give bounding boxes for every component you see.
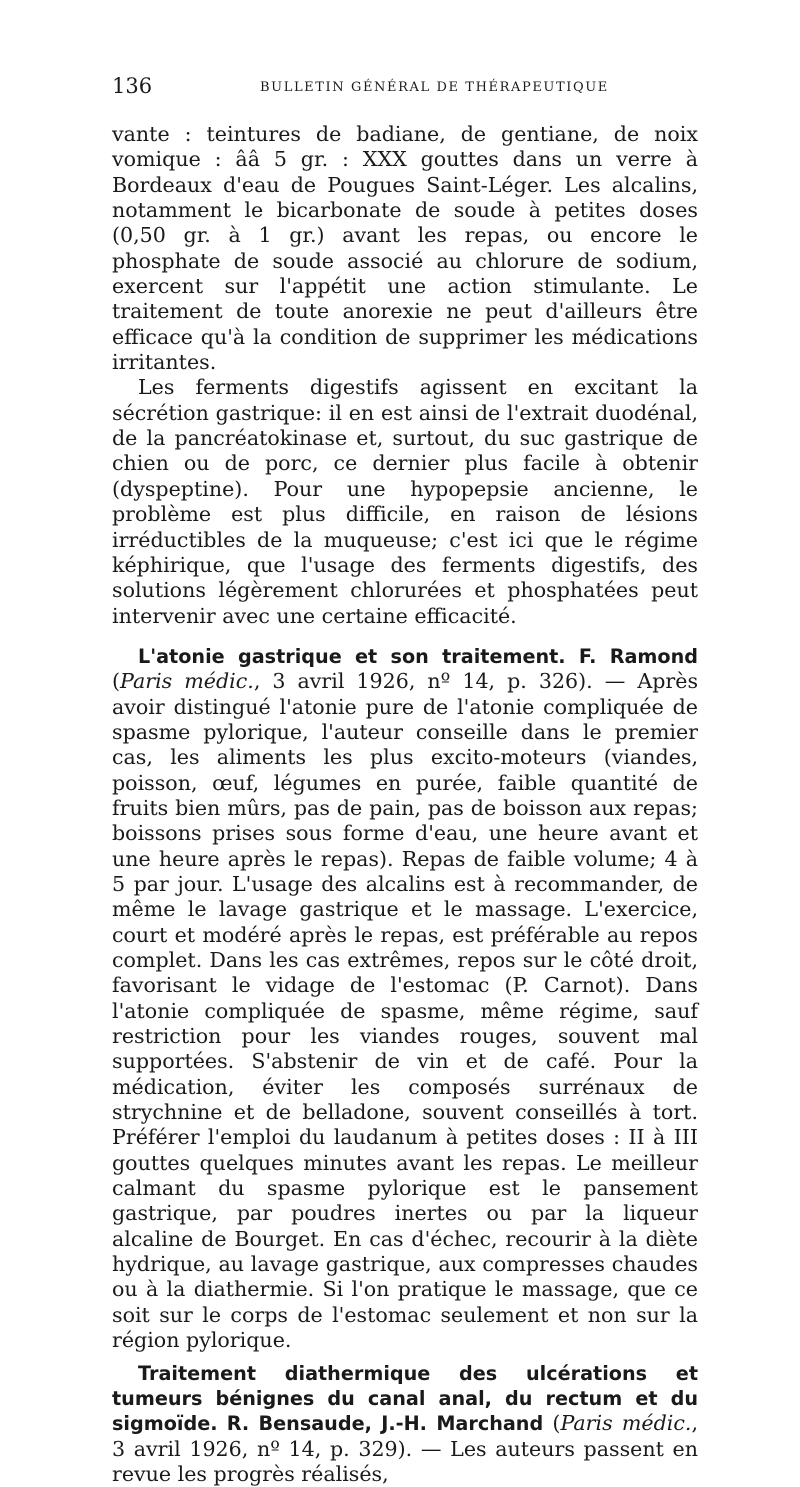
article-title: L'atonie gastrique et son traitement. bbox=[138, 645, 566, 668]
article-title: Traitement diathermique des ulcérations et tumeurs bénignes du canal anal, du rectum et du sigmoïde. bbox=[112, 1362, 698, 1436]
article-source: Paris médic. bbox=[560, 1411, 691, 1435]
page-body bbox=[112, 122, 698, 1487]
article-citation: , 3 avril 1926, nº 14, p. 326). bbox=[254, 669, 593, 693]
article-body: — Après avoir distingué l'atonie pure de l'atonie compliquée de spasme pylorique, l'auteur conseille dans le premier cas, les aliments les plus excito-moteurs (viandes, poisson, œuf, légumes en purée, faible quantité de fruits bien mûrs, pas de pain, pas de boisson aux repas; boissons prises sous forme d'eau, une heure avant et une heure après le repas). Repas de faible volume; 4 à 5 par jour. L'usage des alcalins est à recommander, de même le lavage gastrique et le massage. L'exercice, court et modéré après le repas, est préférable au repos complet. Dans les cas extrêmes, repos sur le côté droit, favorisant le vidage de l'estomac (P. Carnot). Dans l'atonie compliquée de spasme, même régime, sauf restriction pour les viandes rouges, souvent mal supportées. S'abstenir de vin et de café. Pour la médication, éviter les composés surrénaux de strychnine et de belladone, souvent conseillés à tort. Préférer l'emploi du laudanum à petites doses : II à III gouttes quelques minutes avant les repas. Le meilleur calmant du spasme pylorique est le pansement gastrique, par poudres inertes ou par la liqueur alcaline de Bourget. En cas d'échec, recourir à la diète hydrique, au lavage gastrique, aux compresses chaudes ou à la diathermie. Si l'on pratique le massage, que ce soit sur le corps de l'estomac seulement et non sur la région pylorique. bbox=[112, 669, 698, 1352]
article-citation: , 3 avril 1926, nº 14, p. 329). bbox=[112, 1411, 698, 1460]
article-authors: R. Bensaude, J.-H. Marchand bbox=[227, 1412, 543, 1435]
paragraph: vante : teintures de badiane, de gentiane, de noix vomique : ââ 5 gr. : XXX gouttes dans un verre à Bordeaux d'eau de Pougues Saint-Léger. Les alcalins, notamment le bicarbonate de soude à petites doses (0,50 gr. à 1 gr.) avant les repas, ou encore le phosphate de soude associé au chlorure de sodium, exercent sur l'appétit une action stimulante. Le traitement de toute anorexie ne peut d'ailleurs être efficace qu'à la condition de supprimer les médications irritantes. bbox=[112, 122, 698, 375]
article-authors: F. Ramond bbox=[579, 645, 698, 668]
article-body: — Les auteurs passent en revue les progrès réalisés, bbox=[112, 1437, 698, 1486]
page-number: 136 bbox=[112, 74, 152, 98]
journal-title: BULLETIN GÉNÉRAL DE THÉRAPEUTIQUE bbox=[260, 80, 609, 95]
article-entry: L'atonie gastrique et son traitement. F. Ramond (Paris médic., 3 avril 1926, nº 14, p. 326). — Après avoir distingué l'atonie pure de l'atonie compliquée de spasme pylorique, l'auteur conseille dans le premier cas, les aliments les plus excito-moteurs (viandes, poisson, œuf, légumes en purée, faible quantité de fruits bien mûrs, pas de pain, pas de boisson aux repas; boissons prises sous forme d'eau, une heure avant et une heure après le repas). Repas de faible volume; 4 à 5 par jour. L'usage des alcalins est à recommander, de même le lavage gastrique et le massage. L'exercice, court et modéré après le repas, est préférable au repos complet. Dans les cas extrêmes, repos sur le côté droit, favorisant le vidage de l'estomac (P. Carnot). Dans l'atonie compliquée de spasme, même régime, sauf restriction pour les viandes rouges, souvent mal supportées. S'abstenir de vin et de café. Pour la médication, éviter les composés surrénaux de strychnine et de belladone, souvent conseillés à tort. Préférer l'emploi du laudanum à petites doses : II à III gouttes quelques minutes avant les repas. Le meilleur calmant du spasme pylorique est le pansement gastrique, par poudres inertes ou par la liqueur alcaline de Bourget. En cas d'échec, recourir à la diète hydrique, au lavage gastrique, aux compresses chaudes ou à la diathermie. Si l'on pratique le massage, que ce soit sur le corps de l'estomac seulement et non sur la région pylorique. bbox=[112, 644, 698, 1354]
article-source: Paris médic. bbox=[120, 669, 254, 693]
paragraph: Les ferments digestifs agissent en excitant la sécrétion gastrique: il en est ainsi de l'extrait duodénal, de la pancréatokinase et, surtout, du suc gastrique de chien ou de porc, ce dernier plus facile à obtenir (dyspeptine). Pour une hypopepsie ancienne, le problème est plus difficile, en raison de lésions irréductibles de la muqueuse; c'est ici que le régime képhirique, que l'usage des ferments digestifs, des solutions légèrement chlorurées et phosphatées peut intervenir avec une certaine efficacité. bbox=[112, 375, 698, 628]
running-head bbox=[112, 74, 698, 104]
article-entry: Traitement diathermique des ulcérations et tumeurs bénignes du canal anal, du rectum et du sigmoïde. R. Bensaude, J.-H. Marchand (Paris médic., 3 avril 1926, nº 14, p. 329). — Les auteurs passent en revue les progrès réalisés, bbox=[112, 1361, 698, 1487]
